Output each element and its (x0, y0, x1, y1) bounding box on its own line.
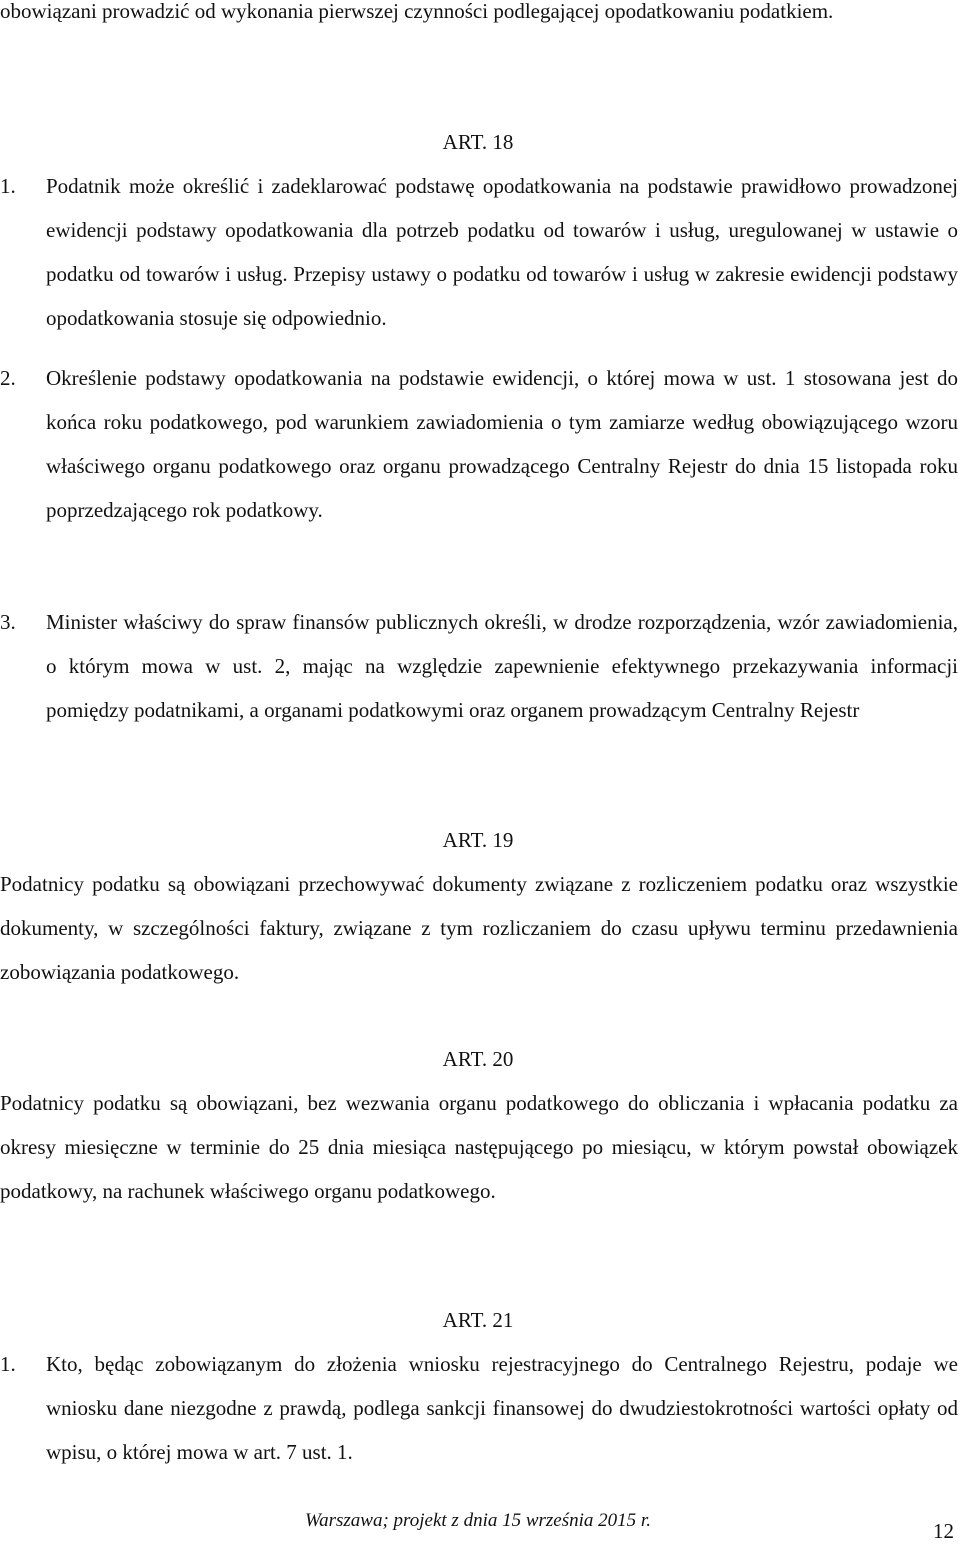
art21-item-1-number: 1. (0, 1352, 16, 1376)
art21-item-1 (0, 1342, 958, 1474)
art18-item-2-number: 2. (0, 366, 16, 390)
art20-heading: ART. 20 (442, 1047, 514, 1071)
intro-paragraph: obowiązani prowadzić od wykonania pierwszej czynności podlegającej opodatkowaniu podatkiem. (0, 0, 834, 23)
art19-heading: ART. 19 (442, 828, 514, 852)
art18-item-1-text: Podatnik może określić i zadeklarować podstawę opodatkowania na podstawie prawidłowo prowadzonej ewidencji podstawy opodatkowania dla potrzeb podatku od towarów i usług, uregulowanej w ustawie o podatku od towarów i usług. Przepisy ustawy o podatku od towarów i usług w zakresie ewidencji podstawy opodatkowania stosuje się odpowiednio. (46, 174, 958, 330)
page-number: 12 (933, 1519, 954, 1543)
art18-heading: ART. 18 (442, 130, 514, 154)
art21-heading: ART. 21 (442, 1308, 514, 1332)
art19-paragraph: Podatnicy podatku są obowiązani przechowywać dokumenty związane z rozliczeniem podatku oraz wszystkie dokumenty, w szczególności faktury, związane z tym rozliczaniem do czasu upływu terminu przedawnienia zobowiązania podatkowego. (0, 872, 958, 984)
page-footer: Warszawa; projekt z dnia 15 września 2015 r. (305, 1510, 651, 1531)
art20-paragraph: Podatnicy podatku są obowiązani, bez wezwania organu podatkowego do obliczania i wpłacania podatku za okresy miesięczne w terminie do 25 dnia miesiąca następującego po miesiącu, w którym powstał obowiązek podatkowy, na rachunek właściwego organu podatkowego. (0, 1091, 958, 1203)
art18-item-3 (0, 600, 958, 732)
art18-item-2 (0, 356, 958, 532)
art18-item-1-number: 1. (0, 174, 16, 198)
art18-item-3-text: Minister właściwy do spraw finansów publicznych określi, w drodze rozporządzenia, wzór zawiadomienia, o którym mowa w ust. 2, mając na względzie zapewnienie efektywnego przekazywania informacji pomiędzy podatnikami, a organami podatkowymi oraz organem prowadzącym Centralny Rejestr (46, 610, 958, 722)
art18-item-1 (0, 164, 958, 340)
art21-item-1-text: Kto, będąc zobowiązanym do złożenia wniosku rejestracyjnego do Centralnego Rejestru, podaje we wniosku dane niezgodne z prawdą, podlega sankcji finansowej do dwudziestokrotności wartości opłaty od wpisu, o której mowa w art. 7 ust. 1. (46, 1352, 958, 1464)
art18-item-3-number: 3. (0, 610, 16, 634)
art18-item-2-text: Określenie podstawy opodatkowania na podstawie ewidencji, o której mowa w ust. 1 stosowana jest do końca roku podatkowego, pod warunkiem zawiadomienia o tym zamiarze według obowiązującego wzoru właściwego organu podatkowego oraz organu prowadzącego Centralny Rejestr do dnia 15 listopada roku poprzedzającego rok podatkowy. (46, 366, 958, 522)
